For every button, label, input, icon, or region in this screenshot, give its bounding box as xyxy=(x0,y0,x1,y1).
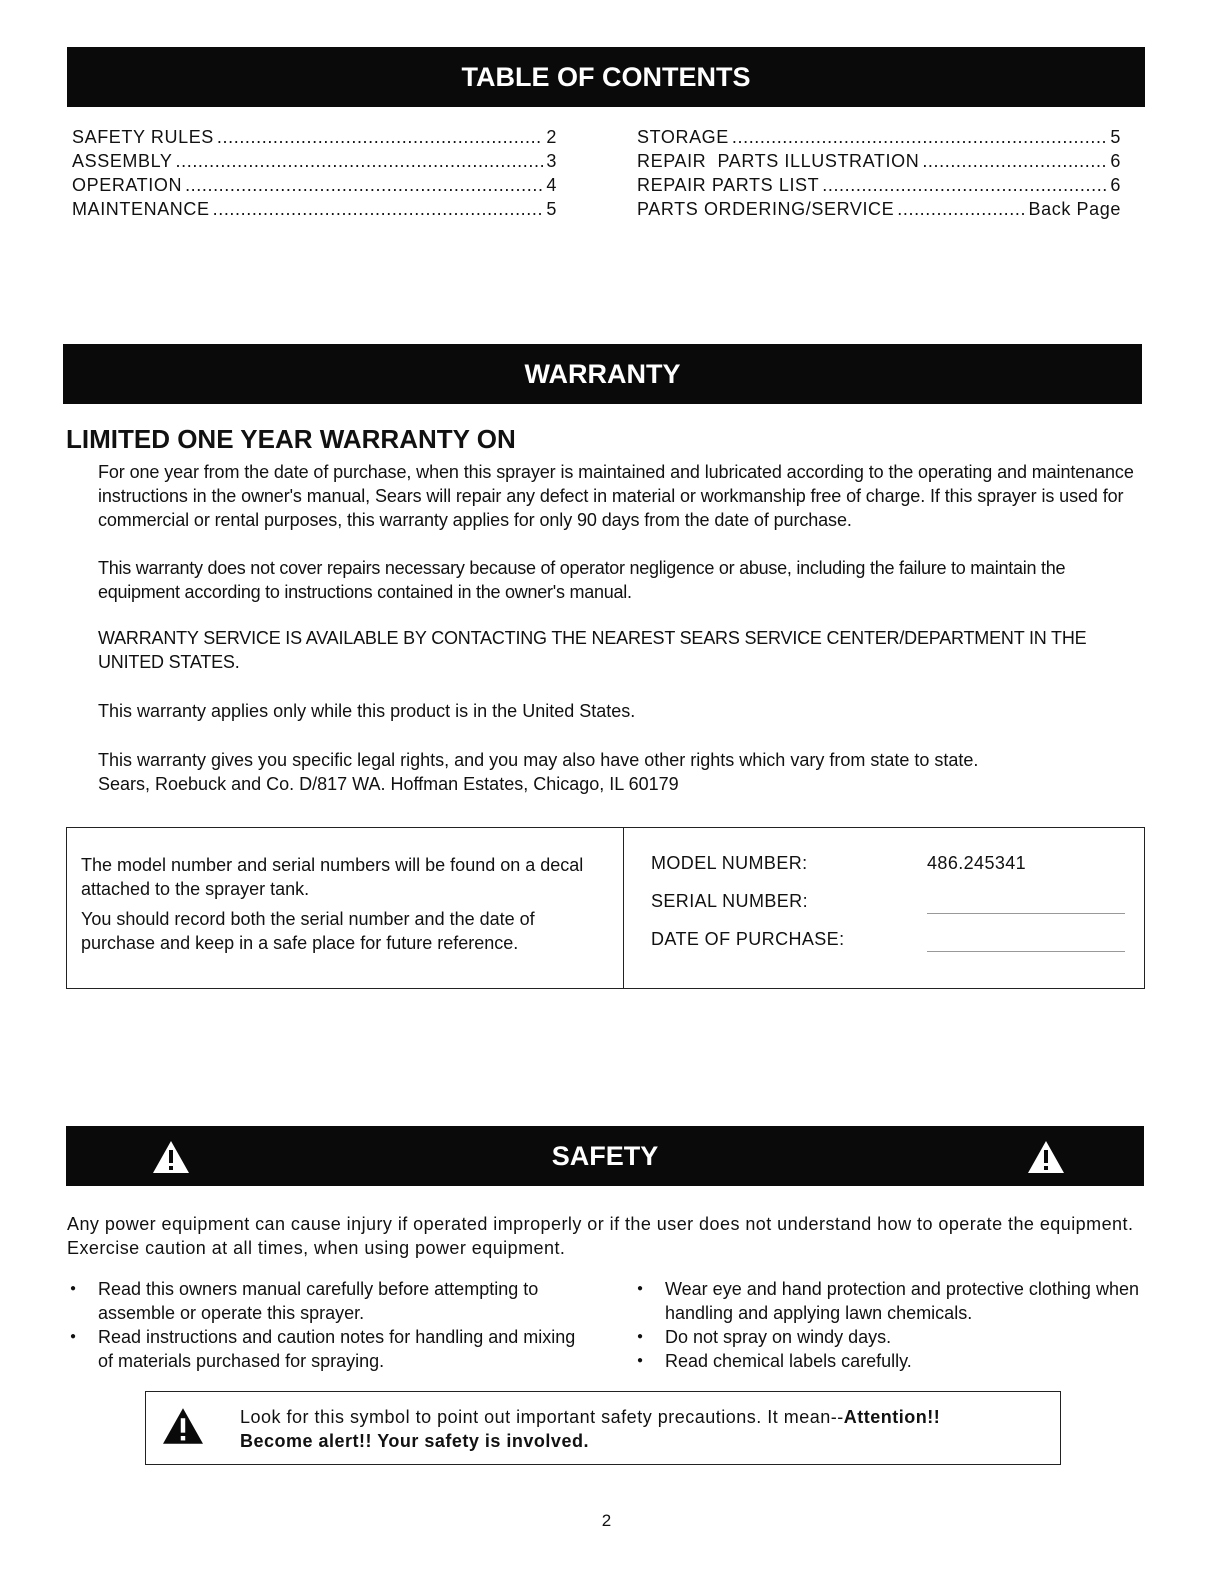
toc-entry xyxy=(637,151,1121,175)
safety-item: ● Do not spray on windy days. xyxy=(633,1325,1153,1349)
toc-left-column xyxy=(72,127,557,223)
toc-leader-dots xyxy=(185,175,543,196)
safety-item: ● Read this owners manual carefully before attempting to assemble or operate this sprayer. xyxy=(66,1277,576,1325)
toc-entry xyxy=(637,175,1121,199)
notice-alert: Become alert!! Your safety is involved. xyxy=(240,1431,589,1451)
toc-entry-page: 4 xyxy=(546,175,557,195)
notice-attention: Attention!! xyxy=(843,1407,941,1427)
toc-leader-dots xyxy=(822,175,1107,196)
toc-leader-dots xyxy=(217,127,543,148)
toc-entry-page: 2 xyxy=(546,127,557,147)
toc-entry-page: Back Page xyxy=(1028,199,1121,219)
record-instructions xyxy=(81,853,601,955)
warranty-paragraph: This warranty applies only while this product is in the United States. xyxy=(98,701,636,721)
toc-right-column xyxy=(637,127,1121,223)
safety-item: ● Read chemical labels carefully. xyxy=(633,1349,1153,1373)
toc-entry-label: STORAGE xyxy=(637,127,729,147)
warranty-paragraph: WARRANTY SERVICE IS AVAILABLE BY CONTACTING THE NEAREST SEARS SERVICE CENTER/DEPARTMENT IN THE UNITED STATES. xyxy=(98,628,1087,672)
serial-number-label: SERIAL NUMBER: xyxy=(651,891,808,911)
toc-entry-page: 5 xyxy=(1110,127,1121,147)
toc-leader-dots xyxy=(922,151,1107,172)
warning-triangle-icon xyxy=(160,1406,206,1446)
toc-entry xyxy=(72,127,557,151)
record-fields xyxy=(651,853,1027,967)
serial-number-blank xyxy=(927,913,1125,914)
date-of-purchase-blank xyxy=(927,951,1125,952)
date-of-purchase-row xyxy=(651,929,845,967)
toc-entry-page: 6 xyxy=(1110,175,1121,195)
record-note: The model number and serial numbers will be found on a decal attached to the sprayer tank. xyxy=(81,855,584,899)
toc-entry-label: OPERATION xyxy=(72,175,183,195)
warranty-paragraph: This warranty gives you specific legal rights, and you may also have other rights which vary from state to state. xyxy=(98,750,979,770)
toc-entry xyxy=(72,151,557,175)
warranty-title: WARRANTY xyxy=(524,359,681,389)
toc-entry xyxy=(637,127,1121,151)
toc-entry-page: 5 xyxy=(546,199,557,219)
toc-entry-label: ASSEMBLY xyxy=(72,151,173,171)
toc-title: TABLE OF CONTENTS xyxy=(461,62,751,92)
safety-header-bar xyxy=(66,1126,1144,1186)
toc-leader-dots xyxy=(897,199,1025,220)
toc-entry-label: REPAIR PARTS LIST xyxy=(637,175,820,195)
model-record-box xyxy=(66,827,1145,989)
toc-leader-dots xyxy=(176,151,544,172)
date-of-purchase-label: DATE OF PURCHASE: xyxy=(651,929,845,949)
model-number-value: 486.245341 xyxy=(927,853,1027,873)
safety-item: ● Wear eye and hand protection and protective clothing when handling and applying lawn chemicals. xyxy=(633,1277,1153,1325)
safety-notice-box xyxy=(145,1391,1061,1465)
toc-leader-dots xyxy=(732,127,1107,148)
safety-title: SAFETY xyxy=(551,1141,659,1171)
safety-item: ● Read instructions and caution notes for handling and mixing of materials purchased for spraying. xyxy=(66,1325,576,1373)
toc-entry xyxy=(72,199,557,223)
toc-entry-label: SAFETY RULES xyxy=(72,127,214,147)
safety-list-left xyxy=(66,1277,576,1373)
warranty-paragraph: For one year from the date of purchase, when this sprayer is maintained and lubricated according to the operating and maintenance instructions in the owner's manual, Sears will repair any defect in material or workmanship free of charge. If this sprayer is used for commercial or rental purposes, this warranty applies for only 90 days from the date of purchase. xyxy=(98,462,1134,530)
model-number-label: MODEL NUMBER: xyxy=(651,853,808,873)
toc-entry xyxy=(637,199,1121,223)
safety-intro: Any power equipment can cause injury if operated improperly or if the user does not understand how to operate the equipment. Exercise caution at all times, when using power equipment. xyxy=(67,1214,1134,1258)
toc-leader-dots xyxy=(213,199,544,220)
warning-triangle-icon xyxy=(151,1139,191,1175)
box-divider xyxy=(623,828,624,988)
warranty-heading: LIMITED ONE YEAR WARRANTY ON xyxy=(66,424,516,454)
toc-entry-label: PARTS ORDERING/SERVICE xyxy=(637,199,895,219)
record-note: You should record both the serial number and the date of purchase and keep in a safe place for future reference. xyxy=(81,909,535,953)
warranty-paragraph: This warranty does not cover repairs necessary because of operator negligence or abuse, including the failure to maintain the equipment according to instructions contained in the owner's manual. xyxy=(98,558,1066,602)
toc-entry-label: MAINTENANCE xyxy=(72,199,210,219)
model-number-row xyxy=(651,853,1027,891)
warranty-header-bar xyxy=(63,344,1142,404)
safety-notice-text xyxy=(240,1405,1050,1453)
toc-header-bar xyxy=(67,47,1145,107)
warranty-address: Sears, Roebuck and Co. D/817 WA. Hoffman Estates, Chicago, IL 60179 xyxy=(98,774,679,794)
toc-entry xyxy=(72,175,557,199)
safety-list-right xyxy=(633,1277,1153,1373)
toc-entry-page: 6 xyxy=(1110,151,1121,171)
serial-number-row xyxy=(651,891,845,929)
page-number: 2 xyxy=(601,1511,612,1530)
toc-entry-label: REPAIR PARTS ILLUSTRATION xyxy=(637,151,920,171)
notice-body: Look for this symbol to point out important safety precautions. It mean-- xyxy=(240,1407,844,1427)
toc-entry-page: 3 xyxy=(546,151,557,171)
warning-triangle-icon xyxy=(1026,1139,1066,1175)
